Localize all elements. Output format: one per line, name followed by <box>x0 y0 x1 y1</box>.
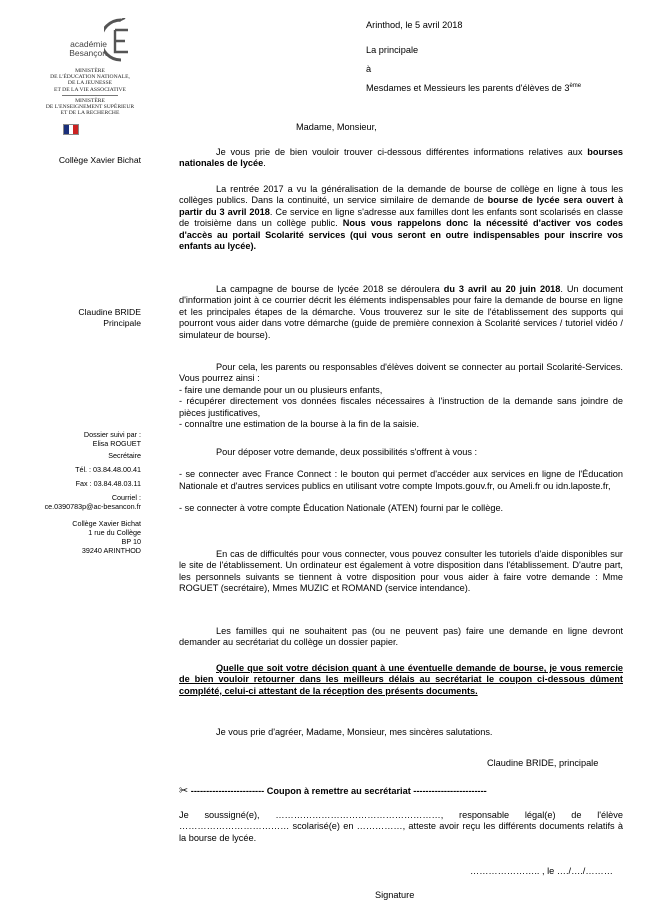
paragraph-5 <box>179 447 623 515</box>
file-person: Elisa ROGUET <box>92 439 141 448</box>
phone: Tél. : 03.84.48.00.41 <box>75 465 141 474</box>
text: Pour déposer votre demande, deux possibilités s'offrent à vous : <box>216 447 478 457</box>
ministry-higher-education <box>40 98 140 117</box>
signer-role: Principale <box>103 317 141 328</box>
list-item: - se connecter à votre compte Éducation Nationale (ATEN) fourni par le collège. <box>179 503 504 514</box>
sidebar-signer <box>78 307 141 328</box>
paragraph-4 <box>179 362 623 430</box>
recipient-text: Mesdames et Messieurs les parents d'élèves de 3 <box>366 83 570 93</box>
emphasis: bourse de lycée sera ouvert à partir du 3 avril 2018 <box>179 195 623 217</box>
text: Je soussigné(e), ………………………………………………, responsable légal(e) de l'élève ……………………………… scolarisé(e) en ……………, atteste avoir reçu les différents documents relatifs à la bourse de lycée. <box>179 810 623 843</box>
email: ce.0390783p@ac-besancon.fr <box>44 502 141 511</box>
ministry-line: MINISTÈRE <box>75 68 105 74</box>
address-line: 1 rue du Collège <box>88 528 141 537</box>
emphasis: Nous vous rappelons donc la nécessité d'activer vos codes d'accès au portail Scolarité services (qui vous seront en outre indispensables pour inscrire vos enfants au lycée). <box>179 218 623 252</box>
letter-to-word: à <box>366 64 372 74</box>
logo-line-1: académie <box>70 39 107 49</box>
academie-wordmark <box>52 40 107 58</box>
paragraph-8 <box>179 663 623 697</box>
text: . Un document d'information joint à ce courrier décrit les éléments indispensables pour faire la demande de bourse en ligne et les principales étapes de la démarche. Vous trouverez sur le site de l'établissement des supports qui pourront vous aider dans votre démarche (guide de première connexion à Scolarité services / tutoriel vidéo / simulateur de bourse). <box>179 284 623 340</box>
address-line: BP 10 <box>121 537 141 546</box>
coupon-text <box>179 810 623 844</box>
ministry-line: DE LA JEUNESSE <box>67 80 113 87</box>
address-line: Collège Xavier Bichat <box>72 519 141 528</box>
academie-e-icon <box>104 18 138 62</box>
text: . <box>263 158 266 169</box>
ministry-line: MINISTÈRE <box>75 98 105 104</box>
ministry-line: DE L'ENSEIGNEMENT SUPÉRIEUR <box>45 104 135 111</box>
paragraph-1 <box>179 147 623 170</box>
closing: Je vous prie d'agréer, Madame, Monsieur, mes sincères salutations. <box>216 727 493 737</box>
emphasis: Quelle que soit votre décision quant à une éventuelle demande de bourse, je vous remercie de bien vouloir retourner dans les meilleurs délais au secrétariat le coupon ci-dessous dûment complété, celui-ci attestant de la réception des présents documents. <box>179 663 623 696</box>
ministry-line: DE L'ÉDUCATION NATIONALE, <box>50 74 130 81</box>
ministry-line: ET DE LA VIE ASSOCIATIVE <box>54 86 126 93</box>
logo-line-2: Besançon <box>69 48 107 58</box>
list-item: - se connecter avec France Connect : le bouton qui permet d'accéder aux services en ligne de l'Éducation Nationale et d'autres services publics en utilisant votre compte Impots.gouv.fr, ou Ameli.fr ou idn.laposte.fr, <box>179 469 623 491</box>
ministry-education <box>40 68 140 93</box>
emphasis: bourses nationales de lycée <box>179 147 623 169</box>
paragraph-3 <box>179 284 623 341</box>
list-item: - récupérer directement vos données fiscales nécessaires à l'instruction de la demande sans joindre de pièces justificatives, <box>179 396 623 418</box>
marianne-flag-icon <box>63 124 79 135</box>
text: Je vous prie de bien vouloir trouver ci-dessous différentes informations relatives aux <box>216 147 588 157</box>
paragraph-2 <box>179 184 623 252</box>
text: La rentrée 2017 a vu la généralisation de la demande de bourse de collège en ligne à tous les collèges publics. Dans la continuité, un service similaire de demande de <box>179 184 623 206</box>
paragraph-6 <box>179 549 623 595</box>
text: La campagne de bourse de lycée 2018 se déroulera <box>216 284 444 294</box>
coupon-date-line: ………………….. , le …./…./……… <box>470 866 613 876</box>
fax: Fax : 03.84.48.03.11 <box>75 479 141 488</box>
paragraph-7 <box>179 626 623 649</box>
text: . Ce service en ligne s'adresse aux familles dont les enfants sont scolarisés en classe de troisième dans un collège public. <box>179 206 623 229</box>
recipient-sup: ème <box>569 83 582 89</box>
scissors-icon: ✂ <box>179 785 189 797</box>
list-item: - faire une demande pour un ou plusieurs enfants, <box>179 384 383 395</box>
coupon-signature: Signature <box>375 890 415 900</box>
ministry-line: ET DE LA RECHERCHE <box>60 110 120 117</box>
letter-date: Arinthod, le 5 avril 2018 <box>366 20 463 30</box>
email-label: Courriel : <box>111 493 141 502</box>
signer-name: Claudine BRIDE <box>78 307 141 317</box>
sidebar-contact <box>45 430 141 555</box>
coupon-header <box>179 785 623 797</box>
address-line: 39240 ARINTHOD <box>81 546 141 555</box>
sidebar-school: Collège Xavier Bichat <box>58 155 141 165</box>
divider <box>62 95 118 96</box>
salutation: Madame, Monsieur, <box>296 122 377 132</box>
signature-line: Claudine BRIDE, principale <box>487 758 599 768</box>
emphasis: du 3 avril au 20 juin 2018 <box>443 284 561 294</box>
letter-recipient <box>366 83 581 94</box>
file-label: Dossier suivi par : <box>83 430 141 439</box>
file-role: Secrétaire <box>108 451 141 460</box>
text: En cas de difficultés pour vous connecter, vous pouvez consulter les tutoriels d'aide disponibles sur le site de l'établissement. Un ordinateur est également à votre disposition dans l'établissement. D'autre part, les personnels suivants se tiennent à votre disposition pour vous aider à faire votre demande : Mme ROGUET (secrétaire), Mmes MUZIC et ROMAND (service intendance). <box>179 549 623 594</box>
text: Pour cela, les parents ou responsables d'élèves doivent se connecter au portail Scolarité-Services. Vous pourrez ainsi : <box>179 362 623 384</box>
letter-from: La principale <box>366 45 419 55</box>
text: Les familles qui ne souhaitent pas (ou ne peuvent pas) faire une demande en ligne devront demander au secrétariat du collège un dossier papier. <box>179 626 623 648</box>
coupon-title: ------------------------ Coupon à remettre au secrétariat ------------------------ <box>190 786 487 796</box>
list-item: - connaître une estimation de la bourse à la fin de la saisie. <box>179 419 420 430</box>
